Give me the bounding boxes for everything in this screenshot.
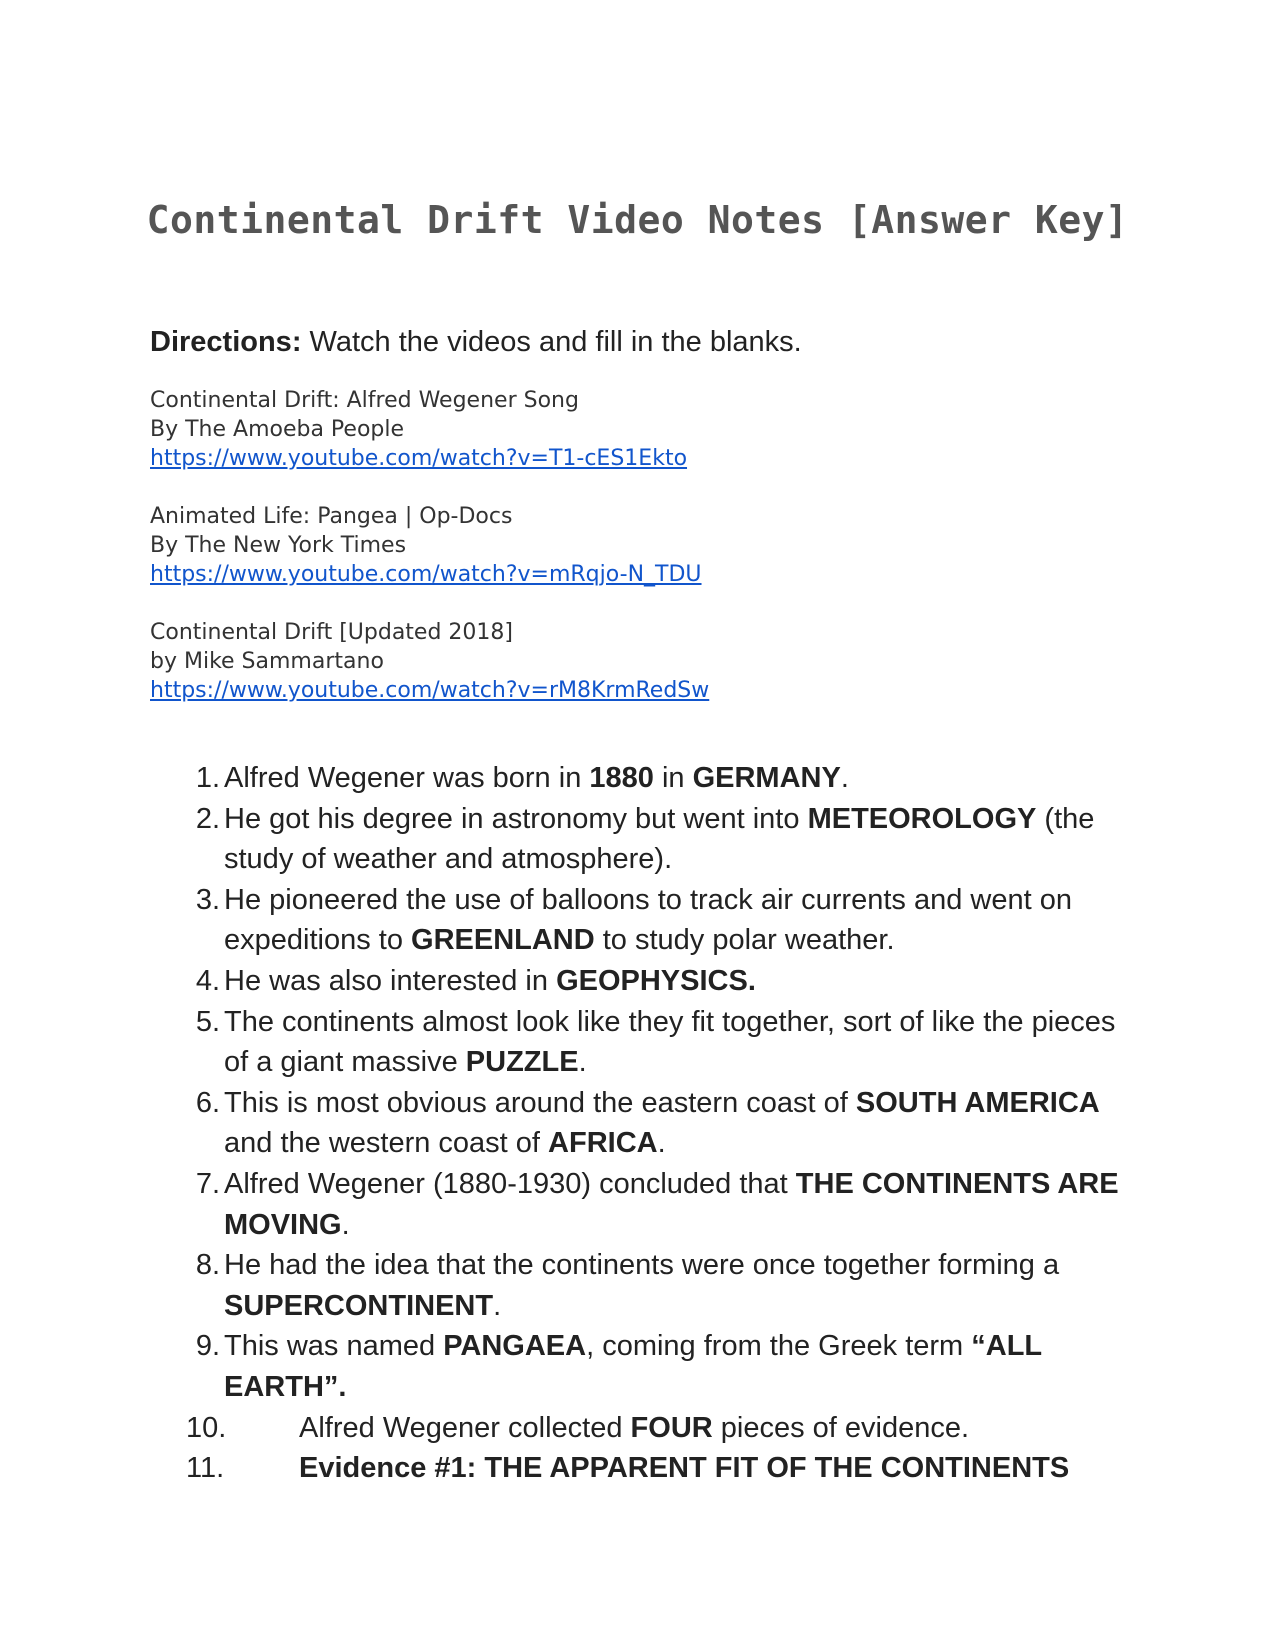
answer-text: GERMANY xyxy=(692,762,841,794)
page-title: Continental Drift Video Notes [Answer Key] xyxy=(146,198,1129,242)
question-text: He pioneered the use of balloons to track air currents and went on expeditions to xyxy=(224,883,1072,957)
question-text: He was also interested in xyxy=(224,964,557,997)
list-item-number: 2. xyxy=(195,802,220,835)
list-item-number: 6. xyxy=(195,1086,220,1119)
answer-text: THE CONTINENTS ARE MOVING xyxy=(224,1167,1119,1241)
question-text: in xyxy=(653,762,693,794)
question-list xyxy=(186,758,1146,1489)
list-item xyxy=(186,961,1146,1002)
answer-text: 1880 xyxy=(589,762,654,794)
list-item-number: 5. xyxy=(195,1005,220,1038)
list-item xyxy=(186,1408,1146,1449)
video-author: by Mike Sammartano xyxy=(150,649,384,674)
question-text: , coming from the Greek term xyxy=(586,1330,972,1363)
answer-text: PUZZLE xyxy=(465,1046,579,1079)
video-entry xyxy=(150,618,709,705)
question-text: Alfred Wegener (1880-1930) concluded that xyxy=(224,1167,796,1200)
question-text: This is most obvious around the eastern coast of xyxy=(224,1086,856,1119)
list-item xyxy=(186,1245,1146,1326)
video-link[interactable]: https://www.youtube.com/watch?v=mRqjo-N_TDU xyxy=(150,562,702,587)
list-item xyxy=(186,799,1146,880)
question-text: . xyxy=(840,762,849,794)
list-item xyxy=(186,758,1146,799)
video-list xyxy=(150,386,709,734)
answer-text: Evidence #1: THE APPARENT FIT OF THE CONTINENTS xyxy=(299,1452,1070,1485)
question-text: Alfred Wegener collected xyxy=(299,1411,631,1444)
video-author: By The New York Times xyxy=(150,533,407,558)
question-text: . xyxy=(578,1046,587,1079)
list-item xyxy=(186,880,1146,961)
list-item-number: 9. xyxy=(195,1330,220,1363)
video-link[interactable]: https://www.youtube.com/watch?v=T1-cES1Ekto xyxy=(150,446,688,471)
question-text: (the study of weather and atmosphere). xyxy=(224,802,1095,876)
video-entry xyxy=(150,502,709,589)
video-author: By The Amoeba People xyxy=(150,417,405,442)
answer-text: AFRICA xyxy=(548,1127,658,1160)
list-item-number: 10. xyxy=(186,1411,227,1444)
list-item xyxy=(186,1326,1146,1407)
answer-text: METEOROLOGY xyxy=(807,802,1037,835)
answer-text: GEOPHYSICS. xyxy=(556,964,756,997)
answer-text: “ALL EARTH”. xyxy=(224,1330,1042,1403)
answer-text: GREENLAND xyxy=(411,924,595,957)
list-item-number: 11. xyxy=(186,1452,225,1485)
directions xyxy=(150,326,802,359)
answer-text: SOUTH AMERICA xyxy=(855,1086,1100,1119)
video-link[interactable]: https://www.youtube.com/watch?v=rM8KrmRedSw xyxy=(150,678,710,703)
answer-text: PANGAEA xyxy=(443,1330,587,1363)
video-entry xyxy=(150,386,709,473)
list-item-number: 8. xyxy=(195,1249,220,1282)
question-text: The continents almost look like they fit together, sort of like the pieces of a giant massive xyxy=(224,1005,1116,1079)
question-text: pieces of evidence. xyxy=(712,1411,970,1444)
list-item xyxy=(186,1164,1146,1245)
question-text: He got his degree in astronomy but went into xyxy=(224,802,808,835)
question-text: to study polar weather. xyxy=(594,924,895,957)
list-item xyxy=(186,1002,1146,1083)
question-text: This was named xyxy=(224,1330,444,1363)
answer-text: FOUR xyxy=(630,1411,713,1444)
video-title: Continental Drift: Alfred Wegener Song xyxy=(150,388,579,413)
directions-text: Watch the videos and fill in the blanks. xyxy=(301,326,802,358)
list-item xyxy=(186,1448,1146,1489)
question-text: . xyxy=(657,1127,666,1160)
video-title: Animated Life: Pangea | Op-Docs xyxy=(150,504,513,529)
question-text: He had the idea that the continents were once together forming a xyxy=(224,1249,1060,1282)
list-item-number: 1. xyxy=(195,762,220,794)
list-item-number: 4. xyxy=(195,964,220,997)
question-text: and the western coast of xyxy=(224,1127,549,1160)
directions-label: Directions: xyxy=(150,326,302,358)
list-item-number: 7. xyxy=(195,1167,220,1200)
question-text: . xyxy=(341,1208,350,1241)
question-text: Alfred Wegener was born in xyxy=(224,762,590,794)
video-title: Continental Drift [Updated 2018] xyxy=(150,620,513,645)
answer-text: SUPERCONTINENT xyxy=(224,1289,494,1322)
question-text: . xyxy=(493,1289,502,1322)
list-item-number: 3. xyxy=(195,883,220,916)
list-item xyxy=(186,1083,1146,1164)
